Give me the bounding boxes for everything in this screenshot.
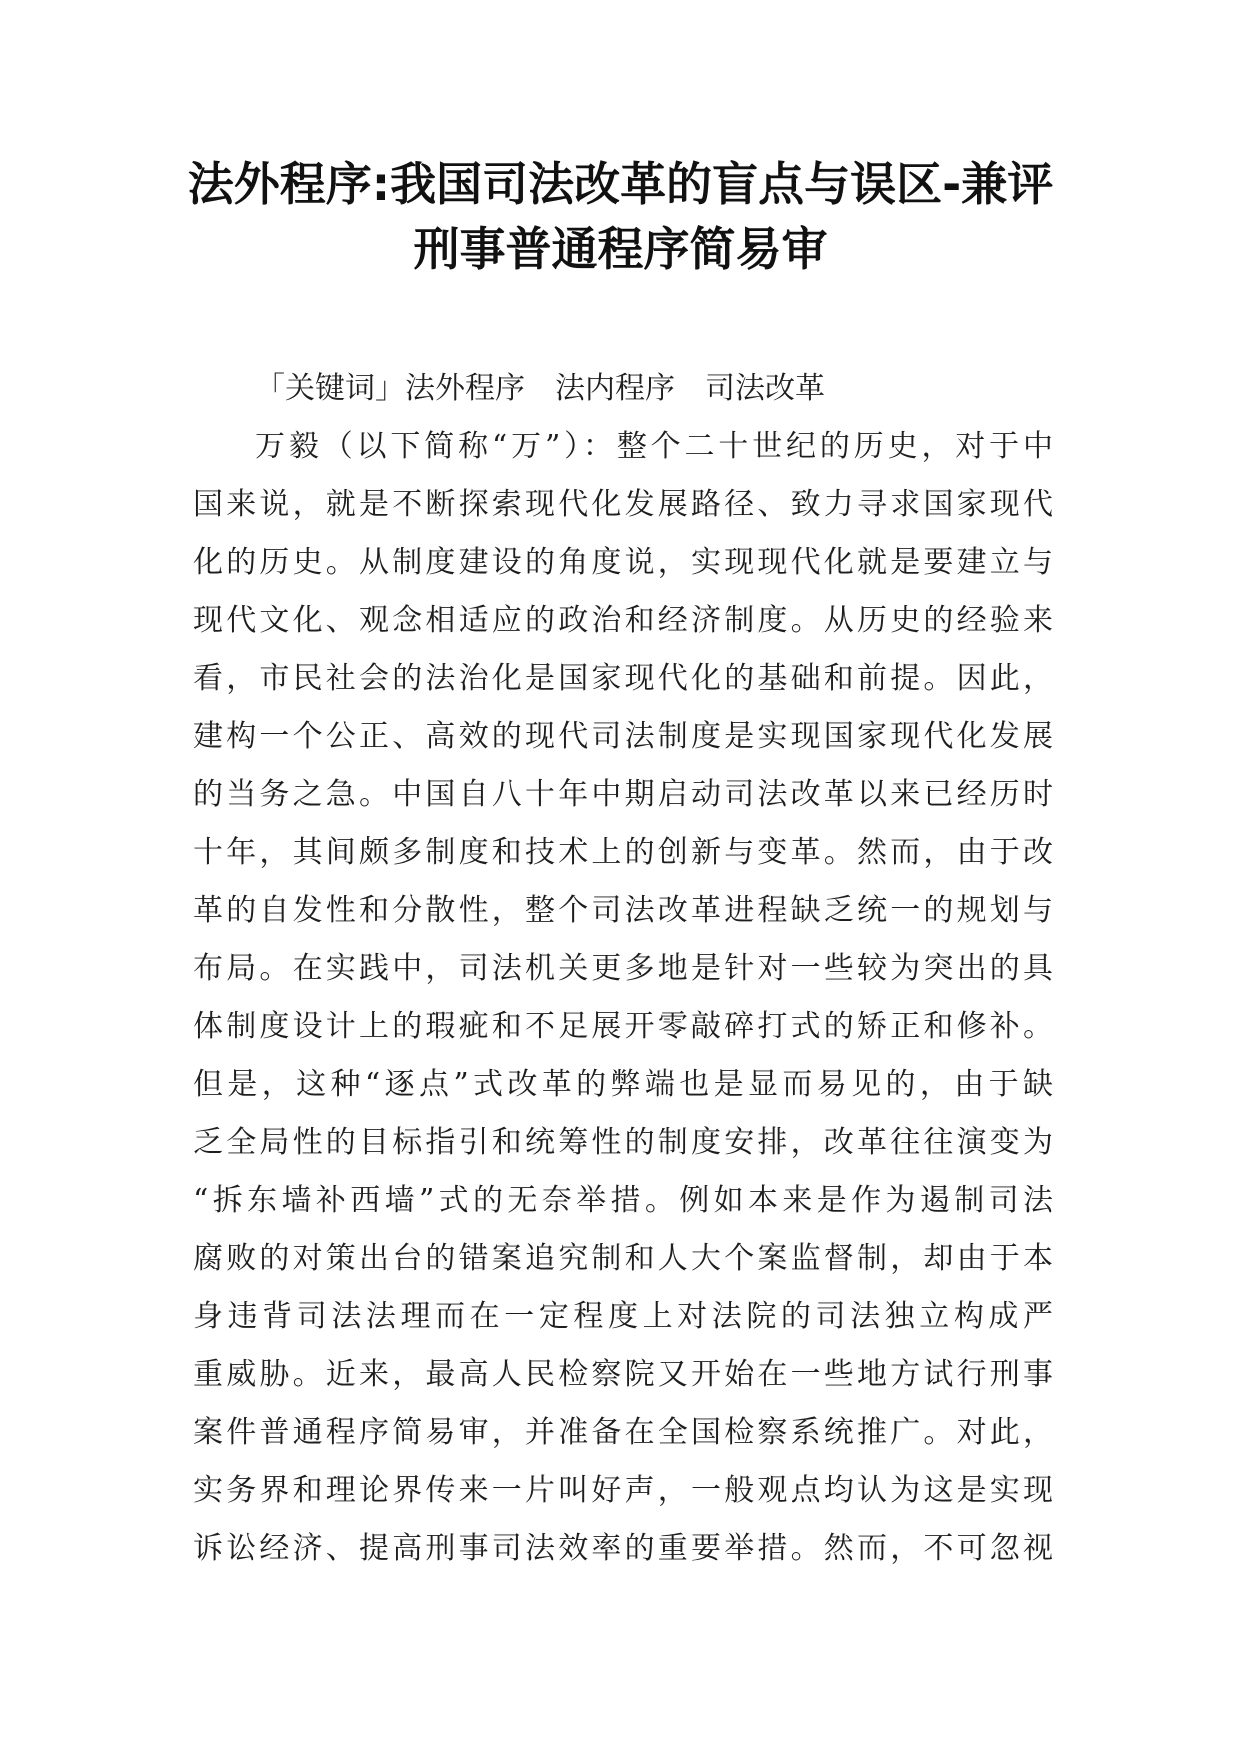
title-line-2: 刑事普通程序简易审 xyxy=(413,222,828,276)
paragraph-line: 身违背司法法理而在一定程度上对法院的司法独立构成严 xyxy=(193,1299,1053,1334)
paragraph-line: 体制度设计上的瑕疵和不足展开零敲碎打式的矫正和修补。 xyxy=(193,1009,1053,1044)
paragraph-line: 诉讼经济、提高刑事司法效率的重要举措。然而，不可忽视 xyxy=(193,1531,1053,1566)
paragraph-line: 现代文化、观念相适应的政治和经济制度。从历史的经验来 xyxy=(193,603,1053,638)
paragraph-line: 万毅（以下简称“万”）：整个二十世纪的历史，对于中 xyxy=(255,429,1053,464)
document-title xyxy=(150,152,1091,282)
paragraph-line: 布局。在实践中，司法机关更多地是针对一些较为突出的具 xyxy=(193,951,1053,986)
paragraph-line: 看，市民社会的法治化是国家现代化的基础和前提。因此， xyxy=(193,661,1053,696)
paragraph-line: 国来说，就是不断探索现代化发展路径、致力寻求国家现代 xyxy=(193,487,1053,522)
keywords-line: 「关键词」法外程序 法内程序 司法改革 xyxy=(255,371,825,406)
paragraph-line: 乏全局性的目标指引和统筹性的制度安排，改革往往演变为 xyxy=(193,1125,1053,1160)
title-line-1: 法外程序:我国司法改革的盲点与误区-兼评 xyxy=(187,157,1054,211)
paragraph-line: 重威胁。近来，最高人民检察院又开始在一些地方试行刑事 xyxy=(193,1357,1053,1392)
paragraph-line: “拆东墙补西墙”式的无奈举措。例如本来是作为遏制司法 xyxy=(193,1183,1053,1218)
paragraph-line: 十年，其间颇多制度和技术上的创新与变革。然而，由于改 xyxy=(193,835,1053,870)
paragraph-line: 的当务之急。中国自八十年中期启动司法改革以来已经历时 xyxy=(193,777,1053,812)
paragraph-line: 化的历史。从制度建设的角度说，实现现代化就是要建立与 xyxy=(193,545,1053,580)
document-body xyxy=(193,360,1053,1578)
paragraph-line: 革的自发性和分散性，整个司法改革进程缺乏统一的规划与 xyxy=(193,893,1053,928)
paragraph-line: 案件普通程序简易审，并准备在全国检察系统推广。对此， xyxy=(193,1415,1053,1450)
paragraph-line: 建构一个公正、高效的现代司法制度是实现国家现代化发展 xyxy=(193,719,1053,754)
paragraph-line: 但是，这种“逐点”式改革的弊端也是显而易见的，由于缺 xyxy=(193,1067,1053,1102)
paragraph-line: 腐败的对策出台的错案追究制和人大个案监督制，却由于本 xyxy=(193,1241,1053,1276)
paragraph-line: 实务界和理论界传来一片叫好声，一般观点均认为这是实现 xyxy=(193,1473,1053,1508)
